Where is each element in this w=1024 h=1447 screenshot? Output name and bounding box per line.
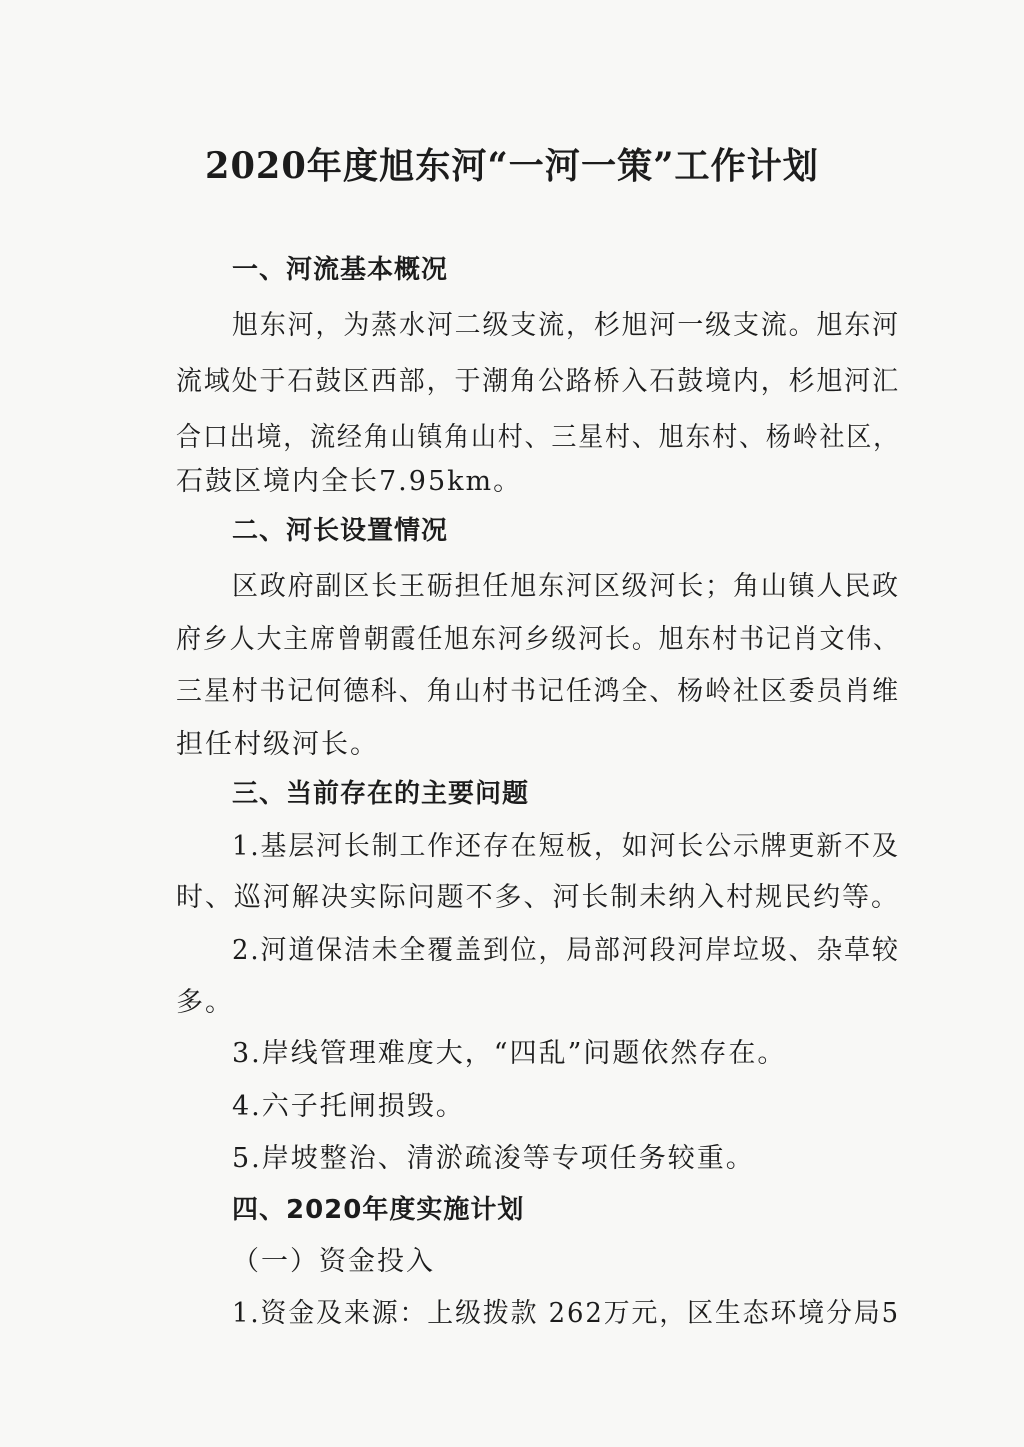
section-heading-4: 四、2020年度实施计划 xyxy=(232,1195,525,1225)
paragraph-line: 合口出境，流经角山镇角山村、三星村、旭东村、杨岭社区， xyxy=(176,422,900,453)
paragraph-line: 5.岸坡整治、清淤疏浚等专项任务较重。 xyxy=(232,1143,755,1174)
paragraph-line: 三星村书记何德科、角山村书记任鸿全、杨岭社区委员肖维 xyxy=(176,676,900,707)
paragraph-line: 2.河道保洁未全覆盖到位，局部河段河岸垃圾、杂草较 xyxy=(232,935,900,966)
paragraph-line: 旭东河，为蒸水河二级支流，杉旭河一级支流。旭东河 xyxy=(232,310,901,341)
paragraph-line: 石鼓区境内全长7.95km。 xyxy=(176,466,523,497)
subsection-heading: （一）资金投入 xyxy=(232,1246,435,1277)
document-title: 2020年度旭东河“一河一策”工作计划 xyxy=(205,145,819,187)
paragraph-line: 府乡人大主席曾朝霞任旭东河乡级河长。旭东村书记肖文伟、 xyxy=(176,624,900,655)
paragraph-line: 1.基层河长制工作还存在短板，如河长公示牌更新不及 xyxy=(232,831,900,862)
paragraph-line: 区政府副区长王砺担任旭东河区级河长；角山镇人民政 xyxy=(232,571,901,602)
paragraph-line: 流域处于石鼓区西部，于潮角公路桥入石鼓境内，杉旭河汇 xyxy=(176,366,900,397)
section-heading-2: 二、河长设置情况 xyxy=(232,516,449,546)
paragraph-line: 4.六子托闸损毁。 xyxy=(232,1091,465,1122)
section-heading-1: 一、河流基本概况 xyxy=(232,255,449,285)
paragraph-line: 多。 xyxy=(176,987,234,1018)
section-heading-3: 三、当前存在的主要问题 xyxy=(232,779,530,809)
paragraph-line: 担任村级河长。 xyxy=(176,729,379,760)
paragraph-line: 3.岸线管理难度大，“四乱”问题依然存在。 xyxy=(232,1038,787,1069)
paragraph-line: 1.资金及来源：上级拨款 262万元，区生态环境分局5 xyxy=(232,1298,901,1329)
paragraph-line: 时、巡河解决实际问题不多、河长制未纳入村规民约等。 xyxy=(176,882,900,913)
